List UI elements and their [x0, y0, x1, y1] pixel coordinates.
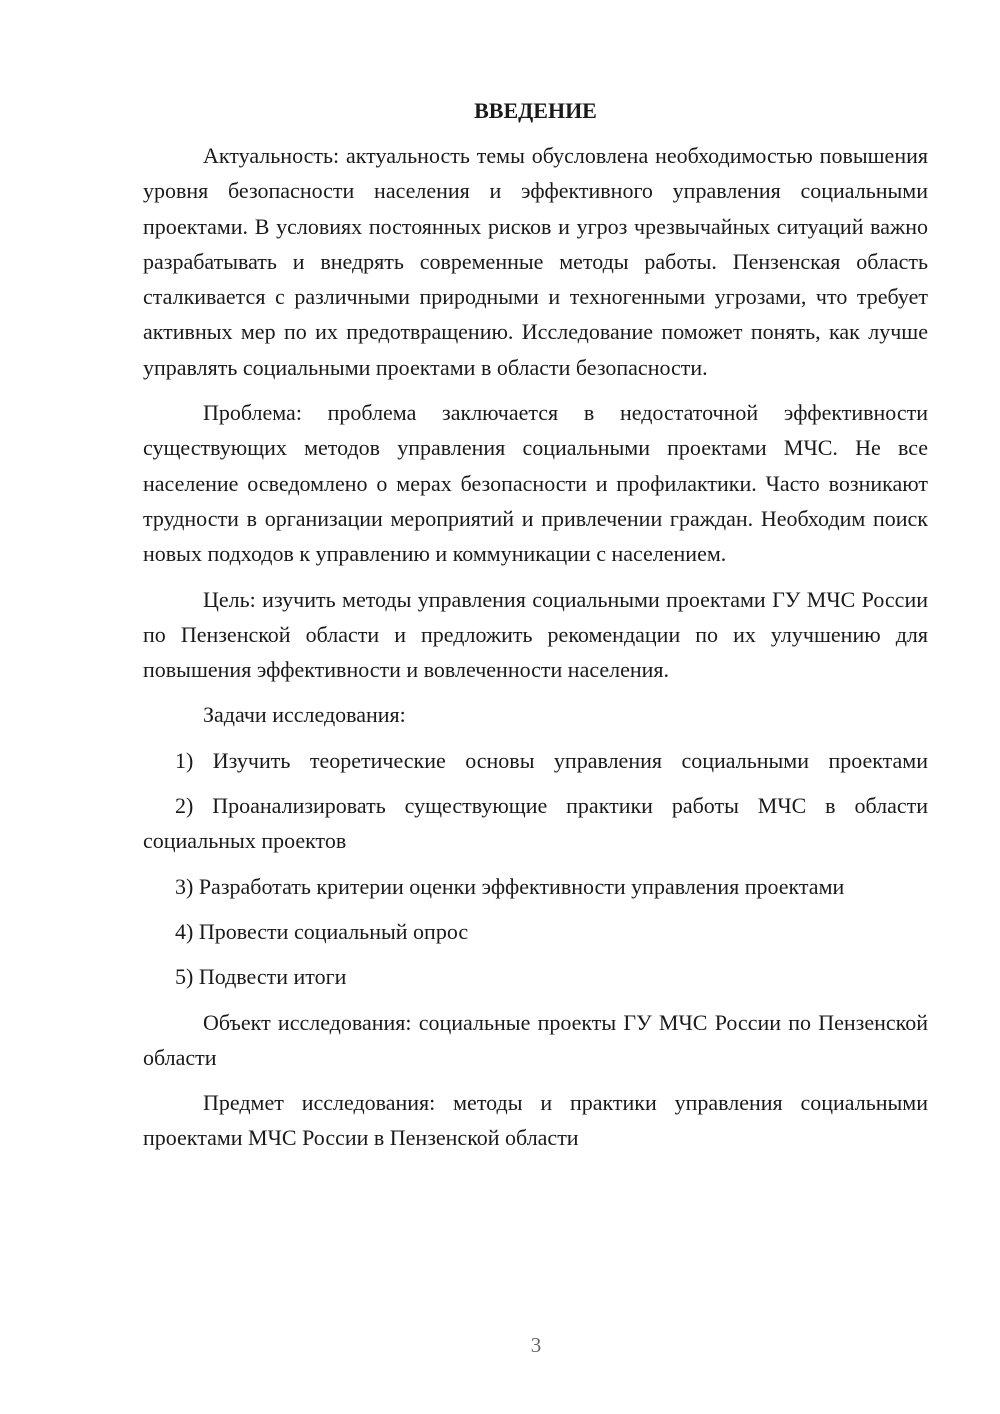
paragraph-object: Объект исследования: социальные проекты ГУ МЧС России по Пензенской области: [143, 1009, 928, 1070]
section-heading: ВВЕДЕНИЕ: [474, 98, 597, 123]
paragraph-problem: Проблема: проблема заключается в недостаточной эффективности существующих методов управления социальными проектами МЧС. Не все население осведомлено о мерах безопасности и профилактики. Часто возникают трудности в организации мероприятий и привлечении граждан. Необходим поиск новых подходов к управлению и коммуникации с населением.: [143, 400, 928, 567]
paragraph-tasks-intro: Задачи исследования:: [203, 702, 406, 728]
task-item-1: 1) Изучить теоретические основы управления социальными проектами: [175, 747, 928, 773]
task-item-3: 3) Разработать критерии оценки эффективности управления проектами: [175, 873, 845, 899]
task-item-2: 2) Проанализировать существующие практики работы МЧС в области социальных проектов: [143, 793, 928, 854]
page-number: 3: [530, 1333, 542, 1357]
task-item-5: 5) Подвести итоги: [175, 964, 347, 990]
paragraph-goal: Цель: изучить методы управления социальными проектами ГУ МЧС России по Пензенской области и предложить рекомендации по их улучшению для повышения эффективности и вовлеченности населения.: [143, 586, 928, 683]
page-content: [143, 93, 928, 1166]
paragraph-subject: Предмет исследования: методы и практики управления социальными проектами МЧС России в Пензенской области: [143, 1090, 928, 1151]
task-item-4: 4) Провести социальный опрос: [175, 918, 469, 944]
paragraph-relevance: Актуальность: актуальность темы обусловлена необходимостью повышения уровня безопасности населения и эффективного управления социальными проектами. В условиях постоянных рисков и угроз чрезвычайных ситуаций важно разрабатывать и внедрять современные методы работы. Пензенская область сталкивается с различными природными и техногенными угрозами, что требует активных мер по их предотвращению. Исследование поможет понять, как лучше управлять социальными проектами в области безопасности.: [143, 143, 928, 380]
